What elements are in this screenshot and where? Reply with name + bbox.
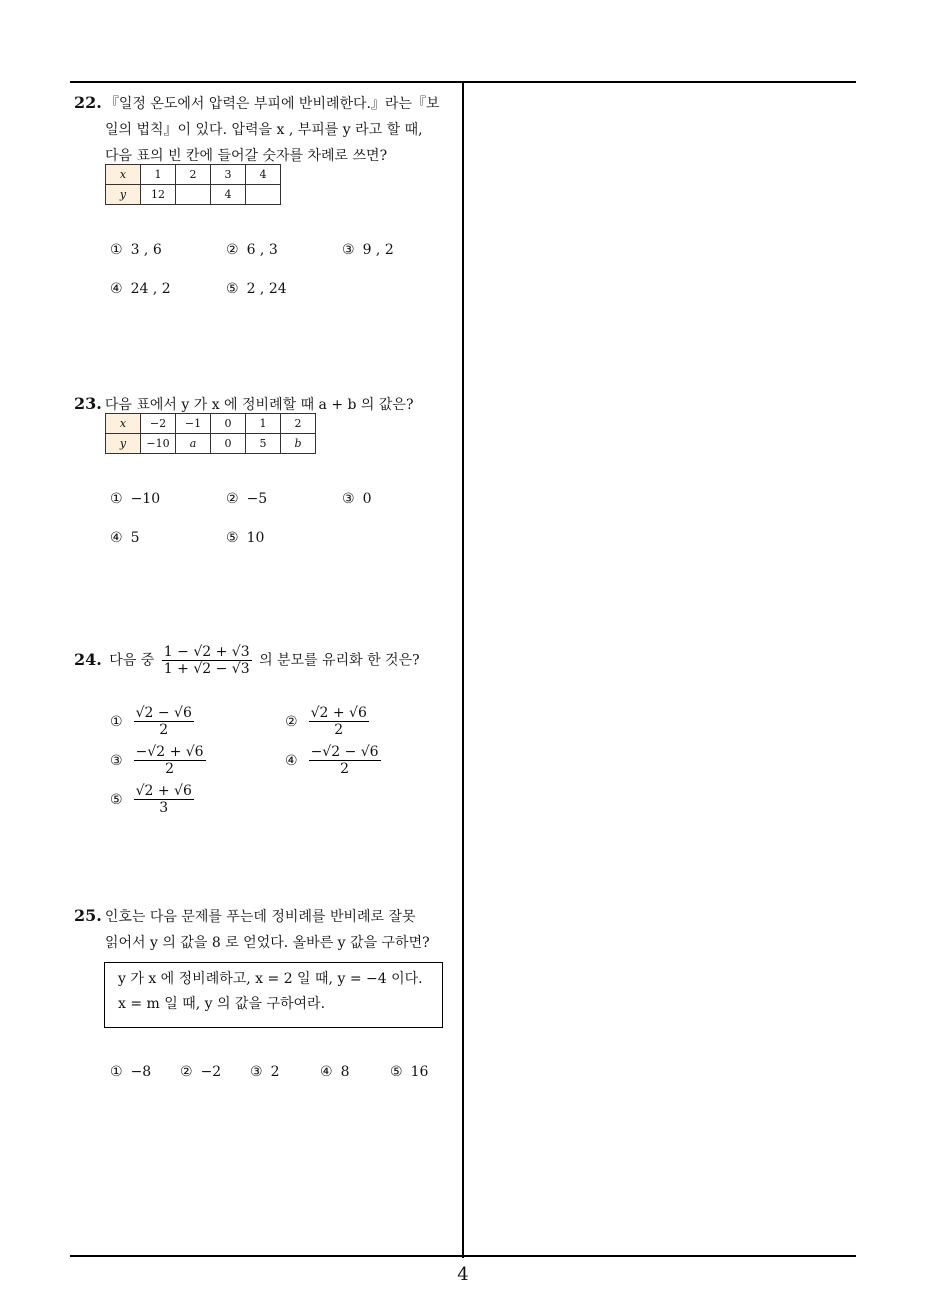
table-header-y: y <box>106 434 141 454</box>
table-cell: 12 <box>141 185 176 205</box>
choice-3[interactable]: ③ 9 , 2 <box>342 242 394 258</box>
table-cell <box>246 185 281 205</box>
question-25 <box>74 903 460 956</box>
question-text-line: 다음 표의 빈 칸에 들어갈 숫자를 차례로 쓰면? <box>105 148 388 164</box>
question-text-line: 일의 법칙』이 있다. 압력을 x , 부피를 y 라고 할 때, <box>105 122 423 138</box>
table-cell: b <box>281 434 316 454</box>
question-text-line: 『일정 온도에서 압력은 부피에 반비례한다.』라는『보 <box>104 96 440 112</box>
choice-2[interactable]: ② $\frac{√2 + √6}{2}$ <box>285 705 367 738</box>
choice-3[interactable]: ③ 0 <box>342 491 372 507</box>
question-22 <box>74 90 460 169</box>
choice-2[interactable]: ② 6 , 3 <box>226 242 278 258</box>
table-cell: 2 <box>176 165 211 185</box>
question-text-line: 다음 표에서 y 가 x 에 정비례할 때 a + b 의 값은? <box>104 397 414 413</box>
box-text-line: y 가 x 에 정비례하고, x = 2 일 때, y = −4 이다. <box>118 971 423 987</box>
choice-1[interactable]: ① −10 <box>110 491 161 507</box>
column-divider <box>462 81 464 1258</box>
choice-4[interactable]: ④ $\frac{-√2 - √6}{2}$ <box>285 744 379 777</box>
question-number: 25. <box>74 906 102 925</box>
choice-4[interactable]: ④ 5 <box>110 530 140 546</box>
question-number: 22. <box>74 93 102 112</box>
table-header-x: x <box>106 414 141 434</box>
table-cell: −10 <box>141 434 176 454</box>
choice-3[interactable]: ③ $\frac{-√2 + √6}{2}$ <box>110 744 204 777</box>
question-24 <box>74 644 460 677</box>
expression-fraction: $\frac{1 - √2 + √3}{1 + √2 - √3}$ <box>163 644 250 677</box>
table-cell: 1 <box>246 414 281 434</box>
choice-4[interactable]: ④ 8 <box>320 1064 350 1080</box>
question-text-line: 인호는 다음 문제를 푸는데 정비례를 반비례로 잘못 <box>104 909 416 925</box>
value-table-22 <box>105 164 281 205</box>
table-cell: 4 <box>211 185 246 205</box>
table-header-y: y <box>106 185 141 205</box>
table-cell: 3 <box>211 165 246 185</box>
table-cell: 0 <box>211 434 246 454</box>
question-number: 24. <box>74 649 102 669</box>
choice-5[interactable]: ⑤ 10 <box>226 530 265 546</box>
table-cell: 0 <box>211 414 246 434</box>
table-cell <box>176 185 211 205</box>
table-cell: 2 <box>281 414 316 434</box>
choice-2[interactable]: ② −2 <box>180 1064 222 1080</box>
choice-4[interactable]: ④ 24 , 2 <box>110 281 171 297</box>
question-text-prefix: 다음 중 <box>109 652 155 669</box>
table-header-x: x <box>106 165 141 185</box>
page-number: 4 <box>457 1264 469 1285</box>
table-cell: 5 <box>246 434 281 454</box>
table-cell: 4 <box>246 165 281 185</box>
question-text-suffix: 의 분모를 유리화 한 것은? <box>259 652 420 669</box>
choice-3[interactable]: ③ 2 <box>250 1064 280 1080</box>
choice-2[interactable]: ② −5 <box>226 491 268 507</box>
choice-1[interactable]: ① −8 <box>110 1064 152 1080</box>
table-cell: −1 <box>176 414 211 434</box>
question-number: 23. <box>74 394 102 413</box>
table-cell: a <box>176 434 211 454</box>
table-cell: −2 <box>141 414 176 434</box>
table-cell: 1 <box>141 165 176 185</box>
choice-1[interactable]: ① $\frac{√2 - √6}{2}$ <box>110 705 192 738</box>
question-text-line: 읽어서 y 의 값을 8 로 얻었다. 올바른 y 값을 구하면? <box>105 935 430 951</box>
choice-1[interactable]: ① 3 , 6 <box>110 242 162 258</box>
value-table-23 <box>105 413 316 454</box>
choice-5[interactable]: ⑤ 2 , 24 <box>226 281 287 297</box>
choice-5[interactable]: ⑤ $\frac{√2 + √6}{3}$ <box>110 783 192 816</box>
choice-5[interactable]: ⑤ 16 <box>390 1064 429 1080</box>
bottom-rule <box>70 1255 856 1257</box>
problem-box <box>104 962 443 1028</box>
box-text-line: x = m 일 때, y 의 값을 구하여라. <box>118 996 326 1012</box>
